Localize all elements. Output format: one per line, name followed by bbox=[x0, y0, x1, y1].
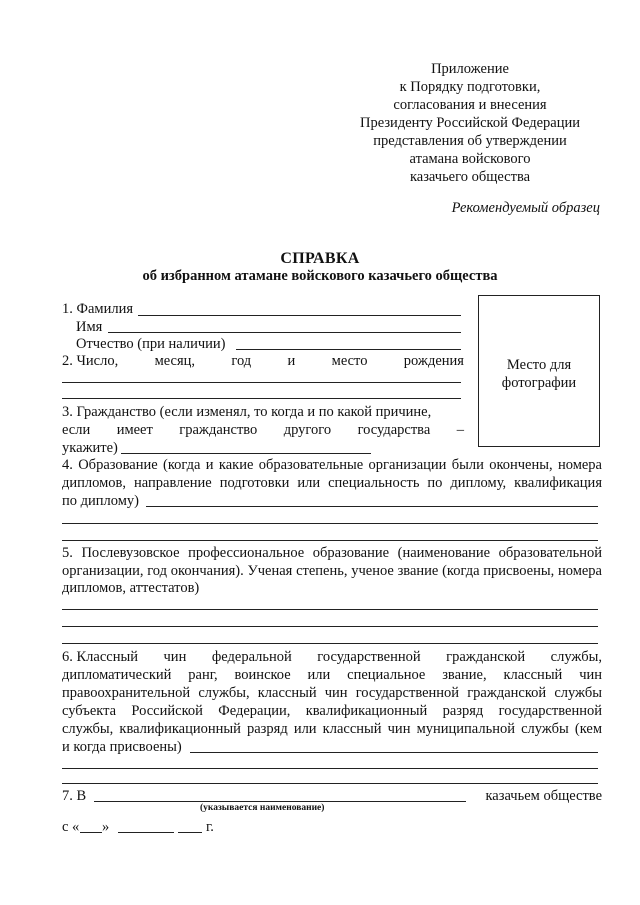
class-rank-label-line3: правоохранительной службы, классный чин государственной гражданской службы bbox=[62, 685, 602, 701]
class-rank-label-line4: субъекта Российской Федерации, квалификационный разряд государственной bbox=[62, 703, 602, 719]
birth-date-place-label bbox=[62, 352, 464, 370]
class-rank-label-line2 bbox=[62, 666, 602, 684]
attachment-line: Президенту Российской Федерации bbox=[360, 115, 580, 131]
birth-word: место bbox=[331, 353, 368, 369]
since-close-quote: » bbox=[102, 819, 110, 835]
citizenship-word: гражданство bbox=[179, 422, 258, 438]
class-rank-word: гражданской bbox=[446, 649, 526, 665]
attachment-line: казачьего общества bbox=[409, 169, 531, 185]
document-title: СПРАВКА bbox=[280, 250, 360, 267]
citizenship-label-line2 bbox=[62, 421, 464, 439]
class-rank-field-line[interactable] bbox=[190, 752, 598, 753]
citizenship-word: имеет bbox=[116, 422, 153, 438]
citizenship-label-line3: укажите) bbox=[62, 440, 118, 456]
since-year-suffix: г. bbox=[206, 819, 214, 835]
birth-word: месяц, bbox=[154, 353, 196, 369]
class-rank-label-line1 bbox=[62, 648, 602, 666]
class-rank-word: государственной bbox=[317, 649, 421, 665]
class-rank-word: чин bbox=[163, 649, 187, 665]
class-rank-word: звание, bbox=[442, 667, 487, 683]
education-field-line-3[interactable] bbox=[62, 540, 598, 541]
since-month-field-line[interactable] bbox=[118, 832, 174, 833]
citizenship-word: – bbox=[456, 422, 464, 438]
birth-field-line-2[interactable] bbox=[62, 398, 461, 399]
class-rank-word: службы, bbox=[550, 649, 602, 665]
class-rank-label-line6: и когда присвоены) bbox=[62, 739, 182, 755]
class-rank-word: 6. Классный bbox=[62, 649, 138, 665]
education-field-line[interactable] bbox=[146, 506, 598, 507]
postgraduate-field-line-3[interactable] bbox=[62, 643, 598, 644]
citizenship-word: другого bbox=[283, 422, 332, 438]
society-label-prefix: 7. В bbox=[62, 788, 87, 804]
attachment-line: согласования и внесения bbox=[393, 97, 547, 113]
attachment-line: атамана войскового bbox=[409, 151, 531, 167]
since-year-field-line[interactable] bbox=[178, 832, 202, 833]
citizenship-word: государства bbox=[357, 422, 431, 438]
recommended-sample-label: Рекомендуемый образец bbox=[451, 200, 600, 216]
class-rank-word: ранг, bbox=[188, 667, 218, 683]
photo-label bbox=[479, 356, 599, 392]
education-label-line1: 4. Образование (когда и какие образовательные организации были окончены, номера bbox=[62, 457, 602, 473]
postgraduate-field-line-2[interactable] bbox=[62, 626, 598, 627]
postgraduate-field-line[interactable] bbox=[62, 609, 598, 610]
citizenship-field-line[interactable] bbox=[121, 453, 371, 454]
society-name-hint: (указывается наименование) bbox=[200, 803, 325, 813]
birth-word: 2. Число, bbox=[62, 353, 119, 369]
class-rank-label-line5: службы, квалификационный разряд или классный чин муниципальной службы (кем bbox=[62, 721, 602, 737]
class-rank-word: или bbox=[307, 667, 331, 683]
class-rank-word: классный bbox=[503, 667, 563, 683]
surname-label: 1. Фамилия bbox=[62, 301, 133, 317]
name-field-line[interactable] bbox=[108, 332, 461, 333]
attachment-line: представления об утверждении bbox=[373, 133, 567, 149]
photo-label-line: фотографии bbox=[501, 375, 577, 391]
society-name-field-line[interactable] bbox=[94, 801, 466, 802]
class-rank-word: воинское bbox=[234, 667, 291, 683]
citizenship-word: если bbox=[62, 422, 91, 438]
education-field-line-2[interactable] bbox=[62, 523, 598, 524]
birth-field-line[interactable] bbox=[62, 382, 461, 383]
photo-placeholder bbox=[478, 295, 600, 447]
patronymic-label: Отчество (при наличии) bbox=[76, 336, 226, 352]
surname-field-line[interactable] bbox=[138, 315, 461, 316]
class-rank-field-line-2[interactable] bbox=[62, 768, 598, 769]
education-label-line3: по диплому) bbox=[62, 493, 139, 509]
postgraduate-education-label: 5. Послевузовское профессиональное образование (наименование образовательной организации, год окончания). Ученая степень, ученое звание (когда присвоены, номера дипломов, аттестатов) bbox=[62, 545, 602, 596]
photo-label-line: Место для bbox=[506, 357, 572, 373]
attachment-line: Приложение bbox=[431, 61, 509, 77]
document-subtitle: об избранном атамане войскового казачьего общества bbox=[142, 268, 498, 284]
birth-word: год bbox=[231, 353, 252, 369]
class-rank-word: чин bbox=[579, 667, 602, 683]
education-label-line2: дипломов, направление подготовки или специальность по диплому, квалификация bbox=[62, 475, 602, 491]
birth-word: и bbox=[287, 353, 296, 369]
birth-word: рождения bbox=[403, 353, 464, 369]
class-rank-word: специальное bbox=[347, 667, 426, 683]
name-label: Имя bbox=[76, 319, 103, 335]
attachment-line: к Порядку подготовки, bbox=[399, 79, 541, 95]
class-rank-word: федеральной bbox=[211, 649, 292, 665]
class-rank-word: дипломатический bbox=[62, 667, 172, 683]
since-day-field-line[interactable] bbox=[80, 832, 102, 833]
citizenship-label-line1: 3. Гражданство (если изменял, то когда и по какой причине, bbox=[62, 404, 432, 420]
society-label-suffix: казачьем обществе bbox=[485, 788, 602, 804]
since-open-quote: с « bbox=[62, 819, 80, 835]
class-rank-field-line-3[interactable] bbox=[62, 783, 598, 784]
patronymic-field-line[interactable] bbox=[236, 349, 461, 350]
attachment-note bbox=[345, 60, 595, 186]
